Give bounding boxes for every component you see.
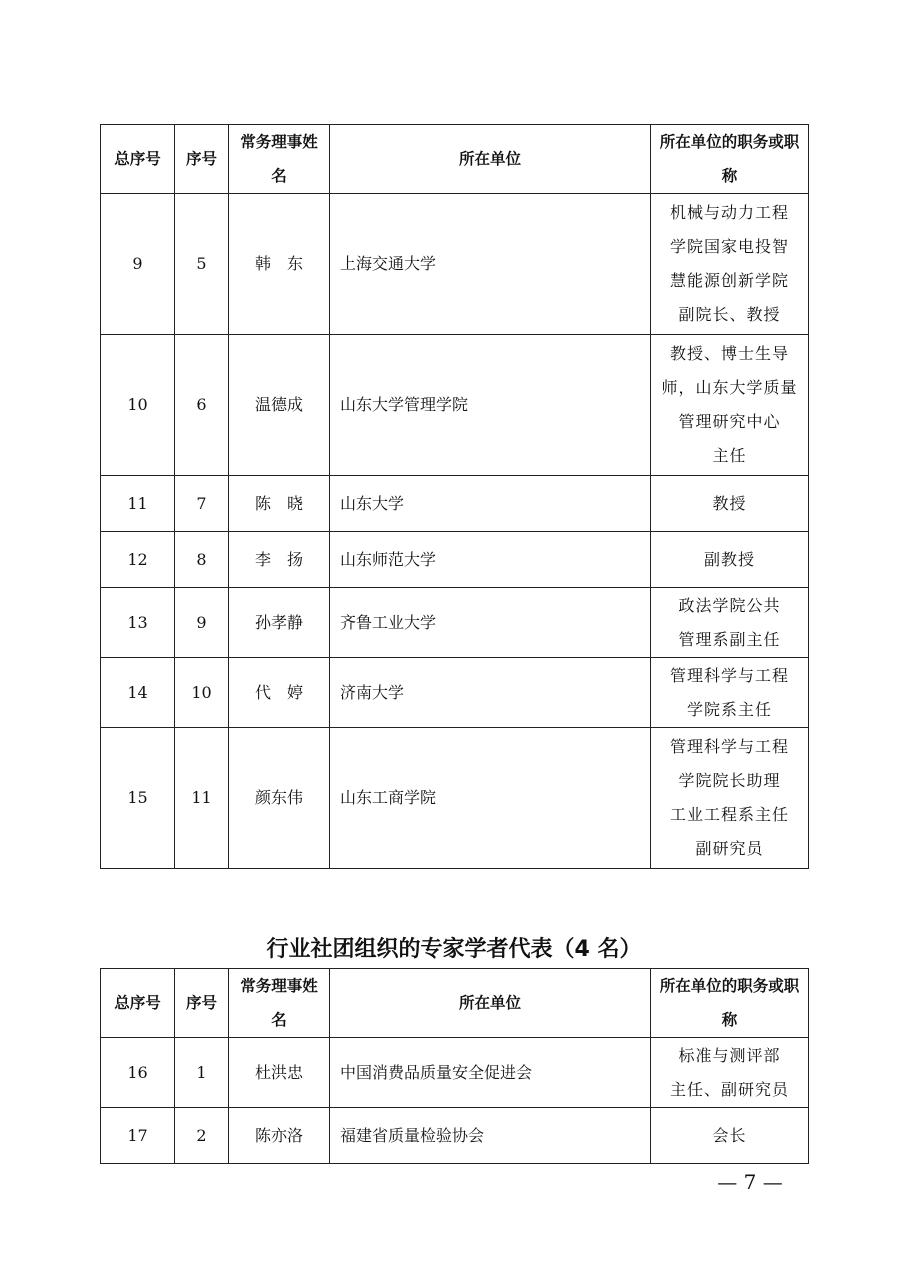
table-row [101,728,809,869]
position-line: 主任、副研究员 [669,1079,789,1099]
table-header-row [101,125,809,194]
position-line: 管理系副主任 [678,629,781,649]
unit-cell: 上海交通大学 [330,194,651,335]
position-cell [651,476,809,532]
position-line: 学院国家电投智 [669,237,789,256]
position-line: 管理科学与工程 [669,665,789,685]
director-name-cell: 韩 东 [229,194,330,335]
position-cell [651,728,809,869]
table-row [101,532,809,588]
seq-no-cell: 5 [175,194,229,335]
seq-no-cell: 1 [175,1038,229,1108]
director-name-cell: 杜洪忠 [229,1038,330,1108]
seq-no-cell: 9 [175,588,229,658]
table-row [101,335,809,476]
directors-table-2 [100,968,809,1164]
total-no-cell: 13 [101,588,175,658]
seq-no-cell: 6 [175,335,229,476]
position-line: 会长 [712,1125,747,1145]
seq-no-cell: 7 [175,476,229,532]
seq-no-cell: 2 [175,1108,229,1164]
seq-no-cell: 11 [175,728,229,869]
unit-cell: 山东工商学院 [330,728,651,869]
section-title: 行业社团组织的专家学者代表（4 名） [266,937,642,962]
position-line: 副院长、教授 [678,305,781,324]
total-no-cell: 9 [101,194,175,335]
total-no-cell: 16 [101,1038,175,1108]
position-cell [651,532,809,588]
position-cell [651,194,809,335]
position-line: 管理研究中心 [678,412,781,431]
total-no-cell: 17 [101,1108,175,1164]
position-cell [651,335,809,476]
unit-cell: 中国消费品质量安全促进会 [330,1038,651,1108]
director-name-cell: 李 扬 [229,532,330,588]
total-no-cell: 11 [101,476,175,532]
seq-no-cell: 10 [175,658,229,728]
position-line: 学院系主任 [686,699,772,719]
header-seq-no: 序号 [175,125,229,194]
director-name-cell: 陈亦洛 [229,1108,330,1164]
header-director-name: 常务理事姓名 [229,125,330,194]
header-total-no: 总序号 [101,125,175,194]
unit-cell: 齐鲁工业大学 [330,588,651,658]
table-row [101,1108,809,1164]
position-line: 政法学院公共 [678,595,781,615]
header-seq-no: 序号 [175,969,229,1038]
header-total-no: 总序号 [101,969,175,1038]
position-line: 教授、博士生导 [669,344,789,363]
table-header-row [101,969,809,1038]
position-cell [651,588,809,658]
position-line: 标准与测评部 [678,1045,781,1065]
table-row [101,588,809,658]
director-name-cell: 代 婷 [229,658,330,728]
unit-cell: 山东师范大学 [330,532,651,588]
table-body [101,1038,809,1164]
director-name-cell: 陈 晓 [229,476,330,532]
position-line: 副教授 [703,549,755,569]
table-row [101,1038,809,1108]
header-director-name: 常务理事姓名 [229,969,330,1038]
position-line: 机械与动力工程 [669,203,789,222]
director-name-cell: 颜东伟 [229,728,330,869]
unit-cell: 福建省质量检验协会 [330,1108,651,1164]
unit-cell: 山东大学 [330,476,651,532]
director-name-cell: 温德成 [229,335,330,476]
table-body [101,194,809,869]
table-row [101,476,809,532]
position-line: 主任 [712,446,747,465]
position-cell [651,1038,809,1108]
position-line: 学院院长助理 [678,771,781,790]
total-no-cell: 12 [101,532,175,588]
total-no-cell: 14 [101,658,175,728]
header-position: 所在单位的职务或职称 [651,125,809,194]
table-row [101,658,809,728]
position-line: 教授 [712,493,747,513]
header-unit: 所在单位 [330,125,651,194]
header-unit: 所在单位 [330,969,651,1038]
header-position: 所在单位的职务或职称 [651,969,809,1038]
table-row [101,194,809,335]
director-name-cell: 孙孝静 [229,588,330,658]
position-line: 管理科学与工程 [669,737,789,756]
unit-cell: 济南大学 [330,658,651,728]
unit-cell: 山东大学管理学院 [330,335,651,476]
position-line: 慧能源创新学院 [669,271,789,290]
total-no-cell: 10 [101,335,175,476]
position-cell [651,1108,809,1164]
page-number: — 7 — [717,1170,783,1194]
position-line: 副研究员 [695,839,764,858]
total-no-cell: 15 [101,728,175,869]
position-line: 工业工程系主任 [669,805,789,824]
directors-table-1 [100,124,809,869]
position-cell [651,658,809,728]
seq-no-cell: 8 [175,532,229,588]
position-line: 师，山东大学质量 [661,378,798,397]
